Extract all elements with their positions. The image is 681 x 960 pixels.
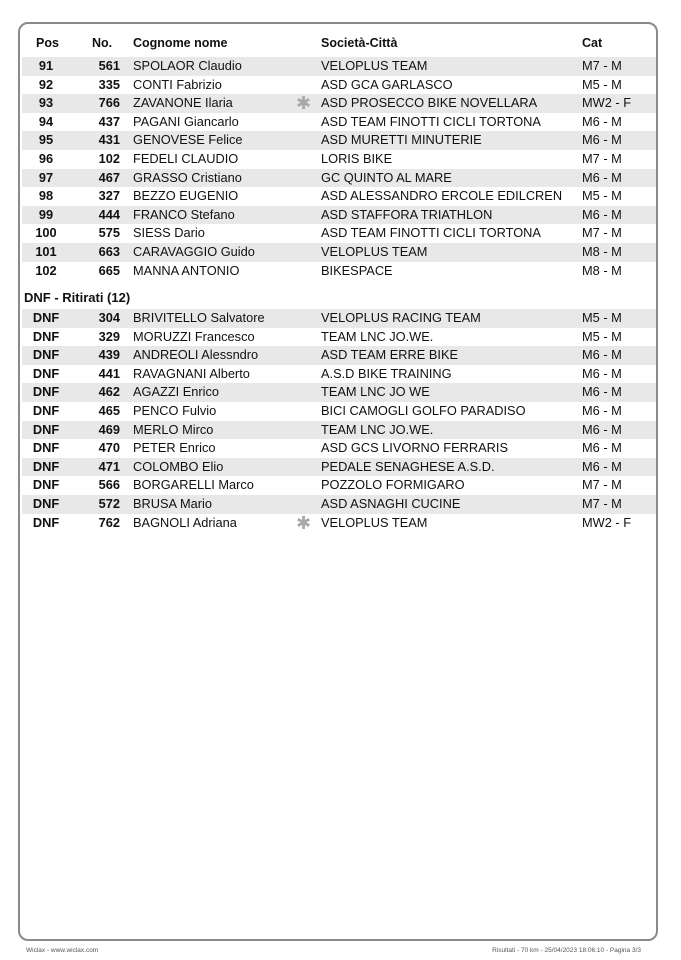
table-row <box>22 309 656 328</box>
pos-cell: DNF <box>32 384 60 400</box>
bib-number-cell: 304 <box>98 310 120 325</box>
table-row <box>22 206 656 225</box>
table-row <box>22 76 656 95</box>
table-row <box>22 383 656 402</box>
bib-number-cell: 470 <box>98 440 120 456</box>
category-cell: M7 - M <box>582 225 622 241</box>
bib-number-cell: 575 <box>98 225 120 241</box>
club-cell: VELOPLUS RACING TEAM <box>321 310 481 325</box>
bib-number-cell: 437 <box>98 113 120 129</box>
category-cell: M8 - M <box>582 243 622 259</box>
category-cell: M7 - M <box>582 495 622 511</box>
category-cell: M5 - M <box>582 76 622 92</box>
athlete-name-cell: SPOLAOR Claudio <box>133 58 242 73</box>
athlete-name-cell: BAGNOLI Adriana <box>133 514 237 530</box>
club-cell: BIKESPACE <box>321 262 393 278</box>
athlete-name-cell: BEZZO EUGENIO <box>133 188 239 204</box>
table-row <box>22 439 656 458</box>
club-cell: ASD ASNAGHI CUCINE <box>321 495 461 511</box>
female-marker-icon: ✱ <box>296 93 312 114</box>
bib-number-cell: 465 <box>98 402 120 418</box>
category-cell: M6 - M <box>582 113 622 129</box>
athlete-name-cell: MERLO Mirco <box>133 421 214 437</box>
header-no: No. <box>92 36 113 50</box>
category-cell: M5 - M <box>582 188 622 204</box>
pos-cell: 97 <box>38 169 54 185</box>
club-cell: ASD GCA GARLASCO <box>321 76 453 92</box>
bib-number-cell: 102 <box>98 150 120 166</box>
bib-number-cell: 335 <box>98 76 120 92</box>
athlete-name-cell: BORGARELLI Marco <box>133 477 254 493</box>
table-row <box>22 458 656 477</box>
athlete-name-cell: MORUZZI Francesco <box>133 328 255 344</box>
table-row <box>22 476 656 495</box>
category-cell: M7 - M <box>582 477 622 493</box>
club-cell: A.S.D BIKE TRAINING <box>321 365 452 381</box>
club-cell: BICI CAMOGLI GOLFO PARADISO <box>321 402 526 418</box>
category-cell: M6 - M <box>582 206 622 222</box>
pos-cell: 95 <box>38 132 54 148</box>
table-row <box>22 224 656 243</box>
club-cell: TEAM LNC JO.WE. <box>321 328 434 344</box>
athlete-name-cell: MANNA ANTONIO <box>133 262 240 278</box>
club-cell: GC QUINTO AL MARE <box>321 169 452 185</box>
pos-cell: 92 <box>38 76 54 92</box>
pos-cell: 101 <box>35 243 57 259</box>
athlete-name-cell: CONTI Fabrizio <box>133 76 222 92</box>
athlete-name-cell: BRUSA Mario <box>133 495 212 511</box>
category-cell: M7 - M <box>582 58 622 73</box>
footer-right: Risultati - 70 km - 25/04/2023 18:06:10 - Pagina 3/3 <box>492 947 641 954</box>
table-row <box>22 150 656 169</box>
bib-number-cell: 663 <box>98 243 120 259</box>
pos-cell: 93 <box>38 95 54 111</box>
bib-number-cell: 766 <box>98 95 120 111</box>
pos-cell: DNF <box>32 421 60 437</box>
pos-cell: DNF <box>32 402 60 418</box>
dnf-table <box>22 309 656 532</box>
category-cell: MW2 - F <box>582 514 632 530</box>
category-cell: M6 - M <box>582 132 622 148</box>
club-cell: ASD PROSECCO BIKE NOVELLARA <box>321 95 538 111</box>
club-cell: LORIS BIKE <box>321 150 393 166</box>
table-row <box>22 169 656 188</box>
athlete-name-cell: FRANCO Stefano <box>133 206 235 222</box>
table-row <box>22 243 656 262</box>
bib-number-cell: 462 <box>98 384 120 400</box>
bib-number-cell: 467 <box>98 169 120 185</box>
bib-number-cell: 566 <box>98 477 120 493</box>
category-cell: M6 - M <box>582 458 622 474</box>
bib-number-cell: 439 <box>98 347 120 363</box>
bib-number-cell: 329 <box>98 328 120 344</box>
table-row <box>22 262 656 281</box>
athlete-name-cell: SIESS Dario <box>133 225 205 241</box>
bib-number-cell: 572 <box>98 495 120 511</box>
dnf-section-title: DNF - Ritirati (12) <box>24 290 131 305</box>
table-row <box>22 346 656 365</box>
athlete-name-cell: PETER Enrico <box>133 440 216 456</box>
pos-cell: DNF <box>32 477 60 493</box>
athlete-name-cell: GENOVESE Felice <box>133 132 243 148</box>
club-cell: ASD STAFFORA TRIATHLON <box>321 206 493 222</box>
category-cell: M6 - M <box>582 365 622 381</box>
category-cell: M8 - M <box>582 262 622 278</box>
athlete-name-cell: GRASSO Cristiano <box>133 169 242 185</box>
bib-number-cell: 469 <box>98 421 120 437</box>
athlete-name-cell: PAGANI Giancarlo <box>133 113 239 129</box>
club-cell: VELOPLUS TEAM <box>321 243 428 259</box>
bib-number-cell: 762 <box>98 514 120 530</box>
pos-cell: DNF <box>32 458 60 474</box>
table-row <box>22 57 656 76</box>
bib-number-cell: 441 <box>98 365 120 381</box>
pos-cell: 91 <box>38 58 54 73</box>
athlete-name-cell: CARAVAGGIO Guido <box>133 243 255 259</box>
club-cell: TEAM LNC JO.WE. <box>321 421 434 437</box>
ranked-table <box>22 57 656 280</box>
athlete-name-cell: RAVAGNANI Alberto <box>133 365 250 381</box>
club-cell: VELOPLUS TEAM <box>321 514 428 530</box>
bib-number-cell: 431 <box>98 132 120 148</box>
pos-cell: DNF <box>32 347 60 363</box>
header-pos: Pos <box>36 36 59 50</box>
category-cell: M6 - M <box>582 402 622 418</box>
bib-number-cell: 471 <box>98 458 120 474</box>
pos-cell: 98 <box>38 188 54 204</box>
club-cell: ASD ALESSANDRO ERCOLE EDILCREN <box>321 188 563 204</box>
table-row <box>22 131 656 150</box>
female-marker-icon: ✱ <box>296 512 312 533</box>
club-cell: TEAM LNC JO WE <box>321 384 430 400</box>
pos-cell: DNF <box>32 310 60 325</box>
table-row <box>22 495 656 514</box>
pos-cell: DNF <box>32 440 60 456</box>
club-cell: ASD TEAM FINOTTI CICLI TORTONA <box>321 225 541 241</box>
category-cell: M6 - M <box>582 421 622 437</box>
table-row <box>22 328 656 347</box>
category-cell: M5 - M <box>582 310 622 325</box>
table-row <box>22 187 656 206</box>
club-cell: ASD TEAM ERRE BIKE <box>321 347 459 363</box>
header-club: Società-Città <box>321 36 398 50</box>
category-cell: M6 - M <box>582 169 622 185</box>
bib-number-cell: 561 <box>98 58 120 73</box>
pos-cell: 96 <box>38 150 54 166</box>
athlete-name-cell: ANDREOLI Alessndro <box>133 347 259 363</box>
table-row <box>22 113 656 132</box>
athlete-name-cell: BRIVITELLO Salvatore <box>133 310 265 325</box>
bib-number-cell: 665 <box>98 262 120 278</box>
table-row <box>22 365 656 384</box>
pos-cell: DNF <box>32 365 60 381</box>
category-cell: M6 - M <box>582 347 622 363</box>
category-cell: M5 - M <box>582 328 622 344</box>
club-cell: POZZOLO FORMIGARO <box>321 477 465 493</box>
club-cell: PEDALE SENAGHESE A.S.D. <box>321 458 495 474</box>
category-cell: M7 - M <box>582 150 622 166</box>
pos-cell: 102 <box>35 262 57 278</box>
pos-cell: DNF <box>32 514 60 530</box>
table-row <box>22 94 656 113</box>
pos-cell: 100 <box>35 225 57 241</box>
athlete-name-cell: COLOMBO Elio <box>133 458 224 474</box>
bib-number-cell: 444 <box>98 206 120 222</box>
pos-cell: DNF <box>32 328 60 344</box>
bib-number-cell: 327 <box>98 188 120 204</box>
category-cell: M6 - M <box>582 440 622 456</box>
club-cell: ASD MURETTI MINUTERIE <box>321 132 482 148</box>
table-row <box>22 402 656 421</box>
athlete-name-cell: AGAZZI Enrico <box>133 384 220 400</box>
pos-cell: 94 <box>38 113 54 129</box>
athlete-name-cell: ZAVANONE Ilaria <box>133 95 233 111</box>
header-name: Cognome nome <box>133 36 228 50</box>
athlete-name-cell: PENCO Fulvio <box>133 402 217 418</box>
club-cell: VELOPLUS TEAM <box>321 58 428 73</box>
category-cell: MW2 - F <box>582 95 632 111</box>
pos-cell: DNF <box>32 495 60 511</box>
club-cell: ASD TEAM FINOTTI CICLI TORTONA <box>321 113 541 129</box>
pos-cell: 99 <box>38 206 54 222</box>
club-cell: ASD GCS LIVORNO FERRARIS <box>321 440 509 456</box>
category-cell: M6 - M <box>582 384 622 400</box>
athlete-name-cell: FEDELI CLAUDIO <box>133 150 239 166</box>
footer-left: Wiclax - www.wiclax.com <box>26 947 99 954</box>
table-row <box>22 514 656 533</box>
header-cat: Cat <box>582 36 603 50</box>
table-row <box>22 421 656 440</box>
